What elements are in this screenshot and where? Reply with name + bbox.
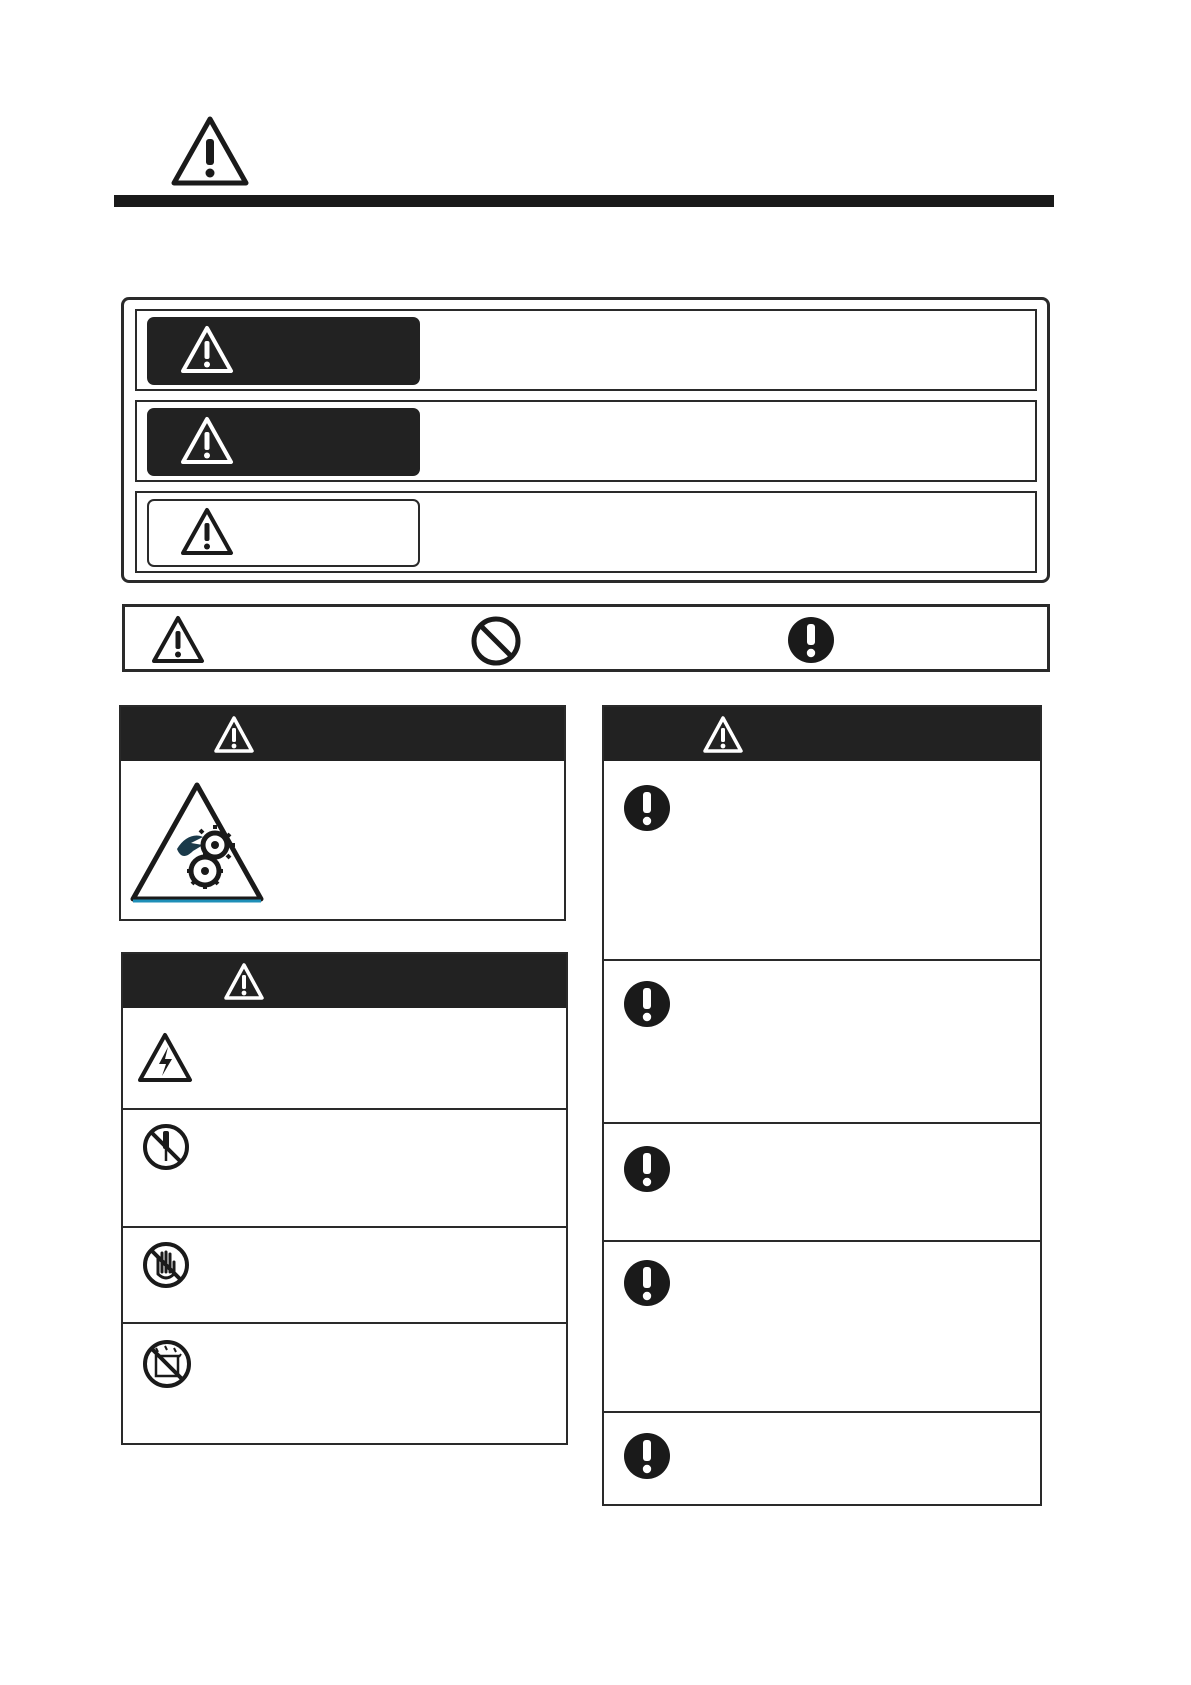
panel-electrical-row-3 [123,1226,566,1324]
legend-row-caution [135,491,1037,573]
panel-mandatory [602,705,1042,1506]
mandatory-action-icon [622,979,672,1029]
gear-entrapment-pictogram [129,779,269,909]
warning-triangle-icon [223,962,265,1002]
warning-triangle-icon [702,715,744,755]
mandatory-action-icon [622,1431,672,1481]
symbol-key-warning [151,615,205,665]
panel-entrapment-header [121,707,564,761]
mandatory-action-icon [622,1258,672,1308]
mandatory-action-icon [622,783,672,833]
mandatory-action-icon [622,1144,672,1194]
panel-mandatory-row-2 [604,959,1040,1124]
warning-triangle-icon [213,715,255,755]
page-header-icon [170,115,250,187]
panel-electrical-row-2 [123,1108,566,1228]
panel-mandatory-row-1 [604,761,1040,959]
symbol-key-strip [122,604,1050,672]
panel-mandatory-row-3 [604,1122,1040,1242]
warning-triangle-icon [180,325,234,375]
no-disassembly-icon [141,1122,191,1172]
warning-triangle-icon [151,615,205,665]
panel-electrical-row-4 [123,1322,566,1445]
panel-electrical [121,952,568,1445]
symbol-key-prohibition [470,615,522,667]
signal-word-legend [121,297,1050,583]
mandatory-action-icon [786,615,836,665]
prohibition-icon [470,615,522,667]
panel-mandatory-row-4 [604,1240,1040,1413]
panel-electrical-header [123,954,566,1008]
no-water-icon [141,1338,193,1390]
electric-shock-icon [137,1032,193,1084]
title-rule [114,195,1054,207]
signal-label-warning [147,408,420,476]
panel-entrapment [119,705,566,921]
legend-row-danger [135,309,1037,391]
signal-label-caution [147,499,420,567]
legend-row-warning [135,400,1037,482]
symbol-key-mandatory [786,615,836,665]
warning-triangle-icon [170,115,250,187]
panel-mandatory-row-5 [604,1411,1040,1506]
signal-label-danger [147,317,420,385]
panel-electrical-row-1 [123,1008,566,1108]
panel-mandatory-header [604,707,1040,761]
warning-triangle-icon [180,507,234,557]
warning-triangle-icon [180,416,234,466]
no-wet-hands-icon [141,1240,191,1290]
